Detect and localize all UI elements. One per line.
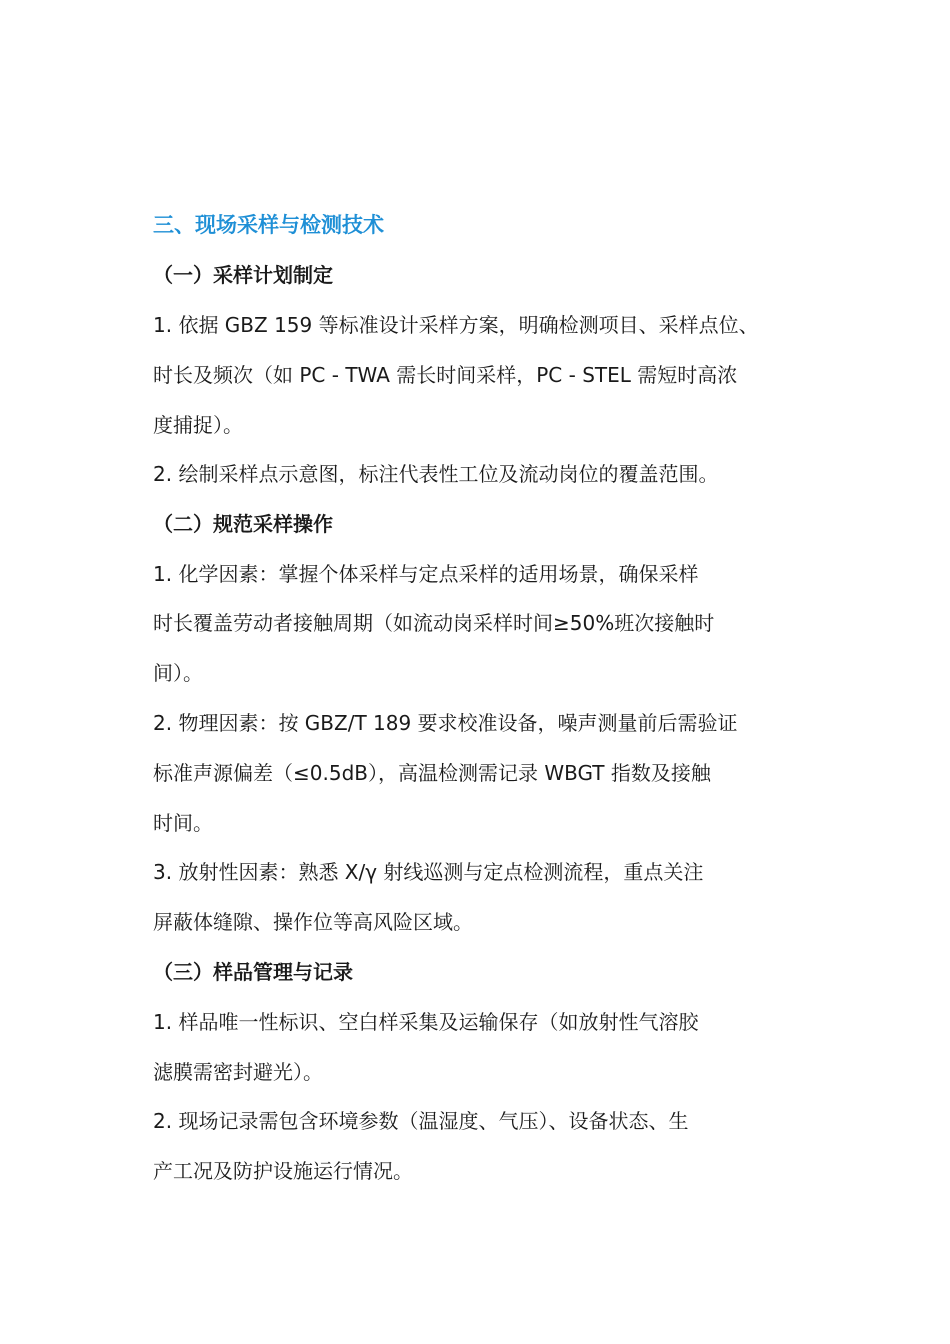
paragraph-line: 2. 物理因素：按 GBZ/T 189 要求校准设备，噪声测量前后需验证 xyxy=(153,711,738,735)
subsection-title-1: （一）采样计划制定 xyxy=(153,263,333,287)
paragraph-line: 1. 样品唯一性标识、空白样采集及运输保存（如放射性气溶胶 xyxy=(153,1010,699,1034)
paragraph-line: 滤膜需密封避光）。 xyxy=(153,1060,323,1084)
paragraph-line: 间）。 xyxy=(153,661,203,685)
paragraph-line: 1. 化学因素：掌握个体采样与定点采样的适用场景，确保采样 xyxy=(153,562,699,586)
paragraph-line: 时长覆盖劳动者接触周期（如流动岗采样时间≥50%班次接触时 xyxy=(153,611,715,635)
subsection-title-2: （二）规范采样操作 xyxy=(153,512,333,536)
paragraph-line: 3. 放射性因素：熟悉 X/γ 射线巡测与定点检测流程，重点关注 xyxy=(153,860,704,884)
paragraph-line: 2. 现场记录需包含环境参数（温湿度、气压）、设备状态、生 xyxy=(153,1109,689,1133)
paragraph-line: 时长及频次（如 PC - TWA 需长时间采样，PC - STEL 需短时高浓 xyxy=(153,363,738,387)
paragraph-line: 屏蔽体缝隙、操作位等高风险区域。 xyxy=(153,910,473,934)
subsection-title-3: （三）样品管理与记录 xyxy=(153,960,353,984)
paragraph-line: 产工况及防护设施运行情况。 xyxy=(153,1159,413,1183)
section-title: 三、现场采样与检测技术 xyxy=(153,213,384,237)
paragraph-line: 时间。 xyxy=(153,811,213,835)
paragraph-line: 度捕捉）。 xyxy=(153,413,243,437)
paragraph-line: 1. 依据 GBZ 159 等标准设计采样方案，明确检测项目、采样点位、 xyxy=(153,313,759,337)
paragraph-line: 2. 绘制采样点示意图，标注代表性工位及流动岗位的覆盖范围。 xyxy=(153,462,719,486)
paragraph-line: 标准声源偏差（≤0.5dB），高温检测需记录 WBGT 指数及接触 xyxy=(153,761,711,785)
